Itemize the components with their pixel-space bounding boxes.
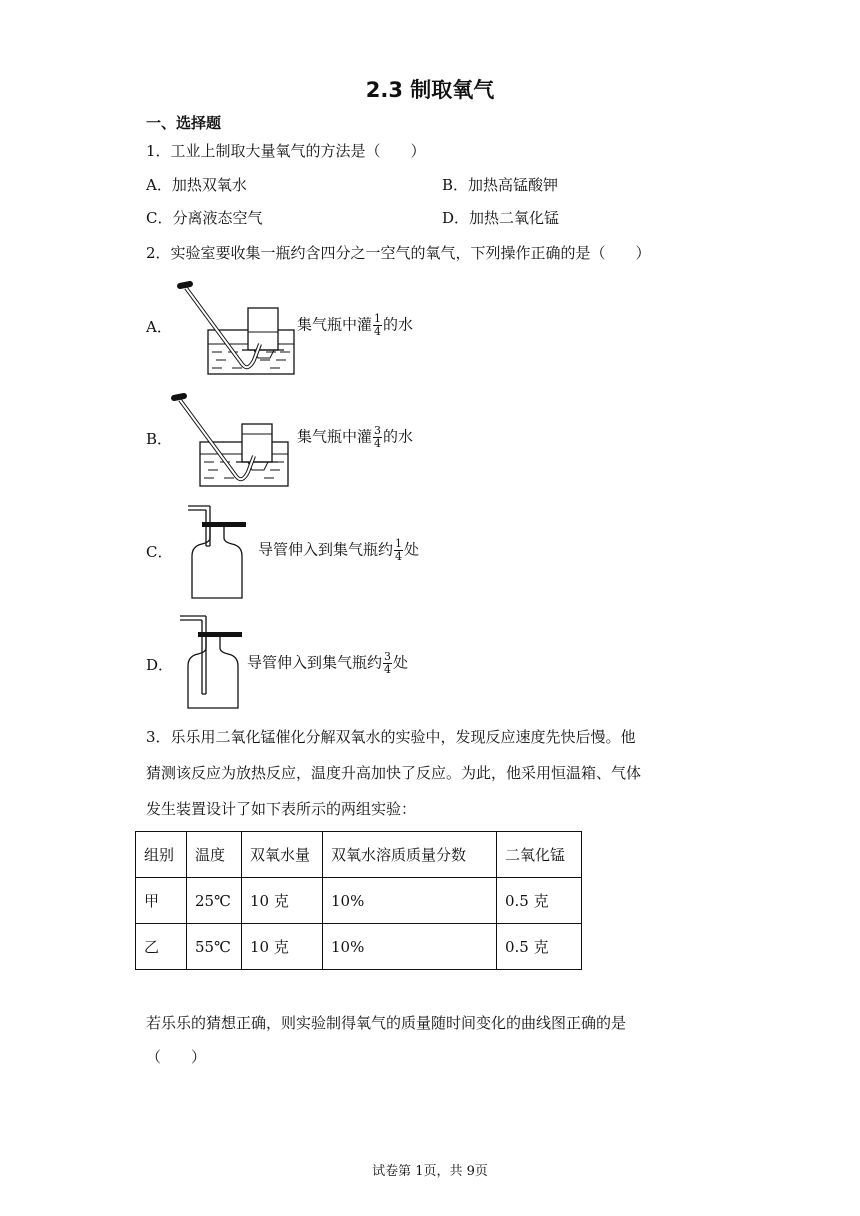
q1-option-a: A．加热双氧水 bbox=[146, 176, 247, 194]
q3-follow-up: 若乐乐的猜想正确，则实验制得氧气的质量随时间变化的曲线图正确的是 bbox=[146, 1014, 627, 1032]
table-header-cell: 双氧水溶质质量分数 bbox=[323, 832, 497, 878]
water-trough-collection-diagram-b bbox=[168, 392, 292, 490]
q2-stem: 2．实验室要收集一瓶约含四分之一空气的氧气，下列操作正确的是（ ） bbox=[146, 244, 651, 262]
table-cell: 乙 bbox=[136, 924, 187, 970]
table-cell: 55℃ bbox=[187, 924, 242, 970]
q1-option-d: D．加热二氧化锰 bbox=[442, 209, 560, 227]
section-heading: 一、选择题 bbox=[146, 114, 222, 132]
table-cell: 10 克 bbox=[242, 878, 323, 924]
q3-answer-blank: （ ） bbox=[146, 1048, 207, 1066]
q3-line-1: 3．乐乐用二氧化锰催化分解双氧水的实验中，发现反应速度先快后慢。他 bbox=[146, 728, 636, 746]
table-header-cell: 二氧化锰 bbox=[497, 832, 582, 878]
q3-line-3: 发生装置设计了如下表所示的两组实验： bbox=[146, 800, 417, 818]
table-header-row bbox=[136, 832, 582, 878]
water-trough-collection-diagram-a bbox=[176, 280, 296, 378]
q2-option-b-label: B． bbox=[146, 430, 173, 448]
table-cell: 25℃ bbox=[187, 878, 242, 924]
table-cell: 0.5 克 bbox=[497, 878, 582, 924]
q1-option-c: C．分离液态空气 bbox=[146, 209, 263, 227]
experiment-table bbox=[135, 831, 582, 970]
q3-line-2: 猜测该反应为放热反应，温度升高加快了反应。为此，他采用恒温箱、气体 bbox=[146, 764, 642, 782]
q2-option-a-text: 集气瓶中灌 $\frac{1}{4}$ 的水 bbox=[297, 312, 414, 338]
table-cell: 10% bbox=[323, 924, 497, 970]
q2-option-d-label: D． bbox=[146, 656, 174, 674]
gas-bottle-tube-diagram-d bbox=[176, 610, 246, 714]
page-title: 2.3 制取氧气 bbox=[365, 78, 495, 102]
table-cell: 0.5 克 bbox=[497, 924, 582, 970]
q2-option-d-text: 导管伸入到集气瓶约 $\frac{3}{4}$ 处 bbox=[247, 650, 409, 676]
table-row bbox=[136, 878, 582, 924]
gas-bottle-tube-diagram-c bbox=[180, 500, 250, 604]
table-header-cell: 温度 bbox=[187, 832, 242, 878]
q2-option-a-label: A． bbox=[146, 318, 172, 336]
table-row bbox=[136, 924, 582, 970]
page-footer: 试卷第 1页，共 9页 bbox=[372, 1164, 488, 1179]
table-header-cell: 双氧水量 bbox=[242, 832, 323, 878]
q2-option-c-text: 导管伸入到集气瓶约 $\frac{1}{4}$ 处 bbox=[258, 537, 420, 563]
q1-option-b: B．加热高锰酸钾 bbox=[442, 176, 559, 194]
table-cell: 甲 bbox=[136, 878, 187, 924]
table-header-cell: 组别 bbox=[136, 832, 187, 878]
table-cell: 10% bbox=[323, 878, 497, 924]
q1-stem: 1．工业上制取大量氧气的方法是（ ） bbox=[146, 142, 426, 160]
q2-option-c-label: C． bbox=[146, 543, 173, 561]
table-cell: 10 克 bbox=[242, 924, 323, 970]
q2-option-b-text: 集气瓶中灌 $\frac{3}{4}$ 的水 bbox=[297, 424, 414, 450]
